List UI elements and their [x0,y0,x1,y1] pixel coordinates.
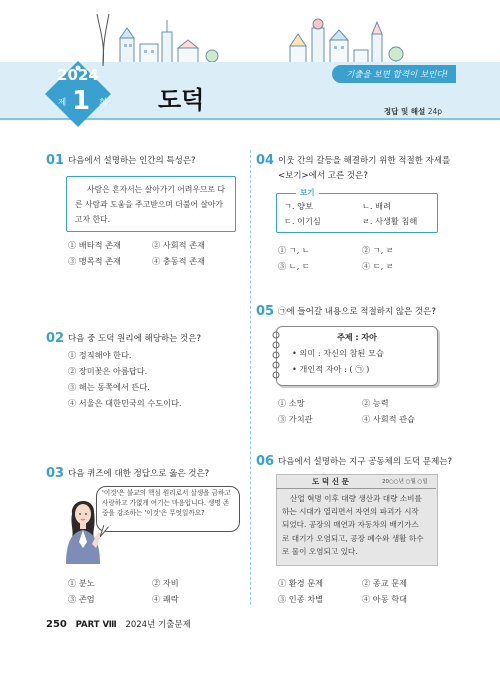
newspaper-line: 되었다. 공장의 매연과 자동차의 배기가스 [282,520,419,530]
option[interactable]: ④ 사회적 관습 [362,414,415,424]
footer-label: 2024년 기출문제 [125,620,191,630]
note-line: • 개인적 자아 : ( ㉠ ) [292,364,370,374]
badge-prefix: 제 [58,98,67,108]
option[interactable]: ④ 서울은 대한민국의 수도이다. [68,398,182,408]
page-number: 250 [46,619,67,630]
column-divider [250,150,251,605]
quiz-text: '이것'은 불교의 핵심 원리로서 살생을 금하고 사랑하고 가엾게 여기는 마음입니다. 생명 존중을 강조하는 '이것'은 무엇일까요? [102,489,231,517]
newspaper-line: 로 대기가 오염되고, 공장 폐수와 생활 하수 [282,533,424,543]
option[interactable]: ③ 맹목적 존재 [68,256,121,266]
question-number: 06 [256,454,275,469]
example-item: ㄹ. 사생활 침해 [362,216,418,226]
badge-string-icon [95,14,111,66]
newspaper-body [282,492,434,558]
passage-line: 고자 한다. [75,215,111,224]
city-skyline-illustration [100,8,420,70]
answer-ref-page: 24p [427,107,442,116]
newspaper-line: 로 물이 오염되고 있다. [282,546,358,556]
question-text: 다음 중 도덕 원리에 해당하는 것은? [68,334,201,344]
option[interactable]: ① ㄱ, ㄴ [278,245,310,255]
example-item: ㄴ. 배려 [362,201,391,211]
badge-year: 2024 [57,66,99,84]
newspaper-line: 하는 시대가 열리면서 자연의 파괴가 시작 [282,507,419,517]
passage-line: 른 사람과 도움을 주고받으며 더불어 살아가 [75,200,223,209]
tagline-ribbon: 기출을 보면 합격이 보인다! [332,65,456,83]
option[interactable]: ② 종교 문제 [362,578,408,588]
badge-suffix: 회 [99,98,108,108]
page-footer [46,618,191,630]
option[interactable]: ④ 충동적 존재 [152,256,205,266]
option[interactable]: ④ 아동 학대 [362,594,408,604]
option[interactable]: ② 자비 [152,578,179,588]
option[interactable]: ① 배타적 존재 [68,240,121,250]
question-number: 04 [256,153,275,168]
example-item: ㄷ. 이기심 [284,216,321,226]
option[interactable]: ③ 가치관 [278,414,313,424]
question-number: 02 [46,331,65,346]
question-number: 01 [46,153,65,168]
example-item: ㄱ. 양보 [284,201,313,211]
question-number: 03 [46,466,65,481]
question-text: 이웃 간의 갈등을 해결하기 위한 적절한 자세를 [278,156,451,166]
answer-ref-label: 정답 및 해설 [383,107,426,116]
spiral-binding-icon [270,330,282,382]
option[interactable]: ② ㄱ, ㄹ [362,245,394,255]
question-text: 다음에서 설명하는 지구 공동체의 도덕 문제는? [278,457,453,467]
example-box-label: 보기 [296,187,319,198]
passage-line: 사람은 혼자서는 살아가기 어려우므로 다 [87,185,225,194]
newspaper-title: 도 덕 신 문 [312,477,349,486]
option[interactable]: ① 분노 [68,578,95,588]
option[interactable]: ③ ㄴ, ㄷ [278,261,310,271]
option[interactable]: ② 능력 [362,398,389,408]
page-title: 도덕 [158,86,205,114]
option[interactable]: ③ 존엄 [68,594,95,604]
question-text: 다음에서 설명하는 인간의 특성은? [68,156,196,166]
footer-part: PART Ⅷ [75,620,117,630]
option[interactable]: ① 정직해야 한다. [68,350,132,360]
bubble-tail-icon [100,525,114,537]
note-line: • 의미 : 자신의 참된 모습 [292,348,384,358]
question-number: 05 [256,304,275,319]
question-text: <보기>에서 고른 것은? [278,171,368,181]
option[interactable]: ③ 인종 차별 [278,594,324,604]
option[interactable]: ① 소망 [278,398,305,408]
example-box [276,193,438,233]
note-title: 주제 : 자아 [337,333,377,342]
question-text: 다음 퀴즈에 대한 정답으로 옳은 것은? [68,469,210,479]
newspaper-line: 산업 혁명 이후 대량 생산과 대량 소비를 [290,494,422,503]
option[interactable]: ④ ㄷ, ㄹ [362,261,394,271]
badge-number: 1 [72,86,91,116]
newspaper-header [276,474,436,489]
question-text: ㉠에 들어갈 내용으로 적절하지 않은 것은? [278,307,436,317]
passage-box [66,176,236,232]
option[interactable]: ③ 해는 동쪽에서 뜬다. [68,382,150,392]
option[interactable]: ① 환경 문제 [278,578,324,588]
option[interactable]: ④ 쾌락 [152,594,179,604]
option[interactable]: ② 장미꽃은 아름답다. [68,366,148,376]
newspaper-date: 20○○년 ○월 ○일 [382,479,428,485]
answer-reference [384,106,442,117]
speech-bubble [96,486,240,532]
option[interactable]: ② 사회적 존재 [152,240,205,250]
